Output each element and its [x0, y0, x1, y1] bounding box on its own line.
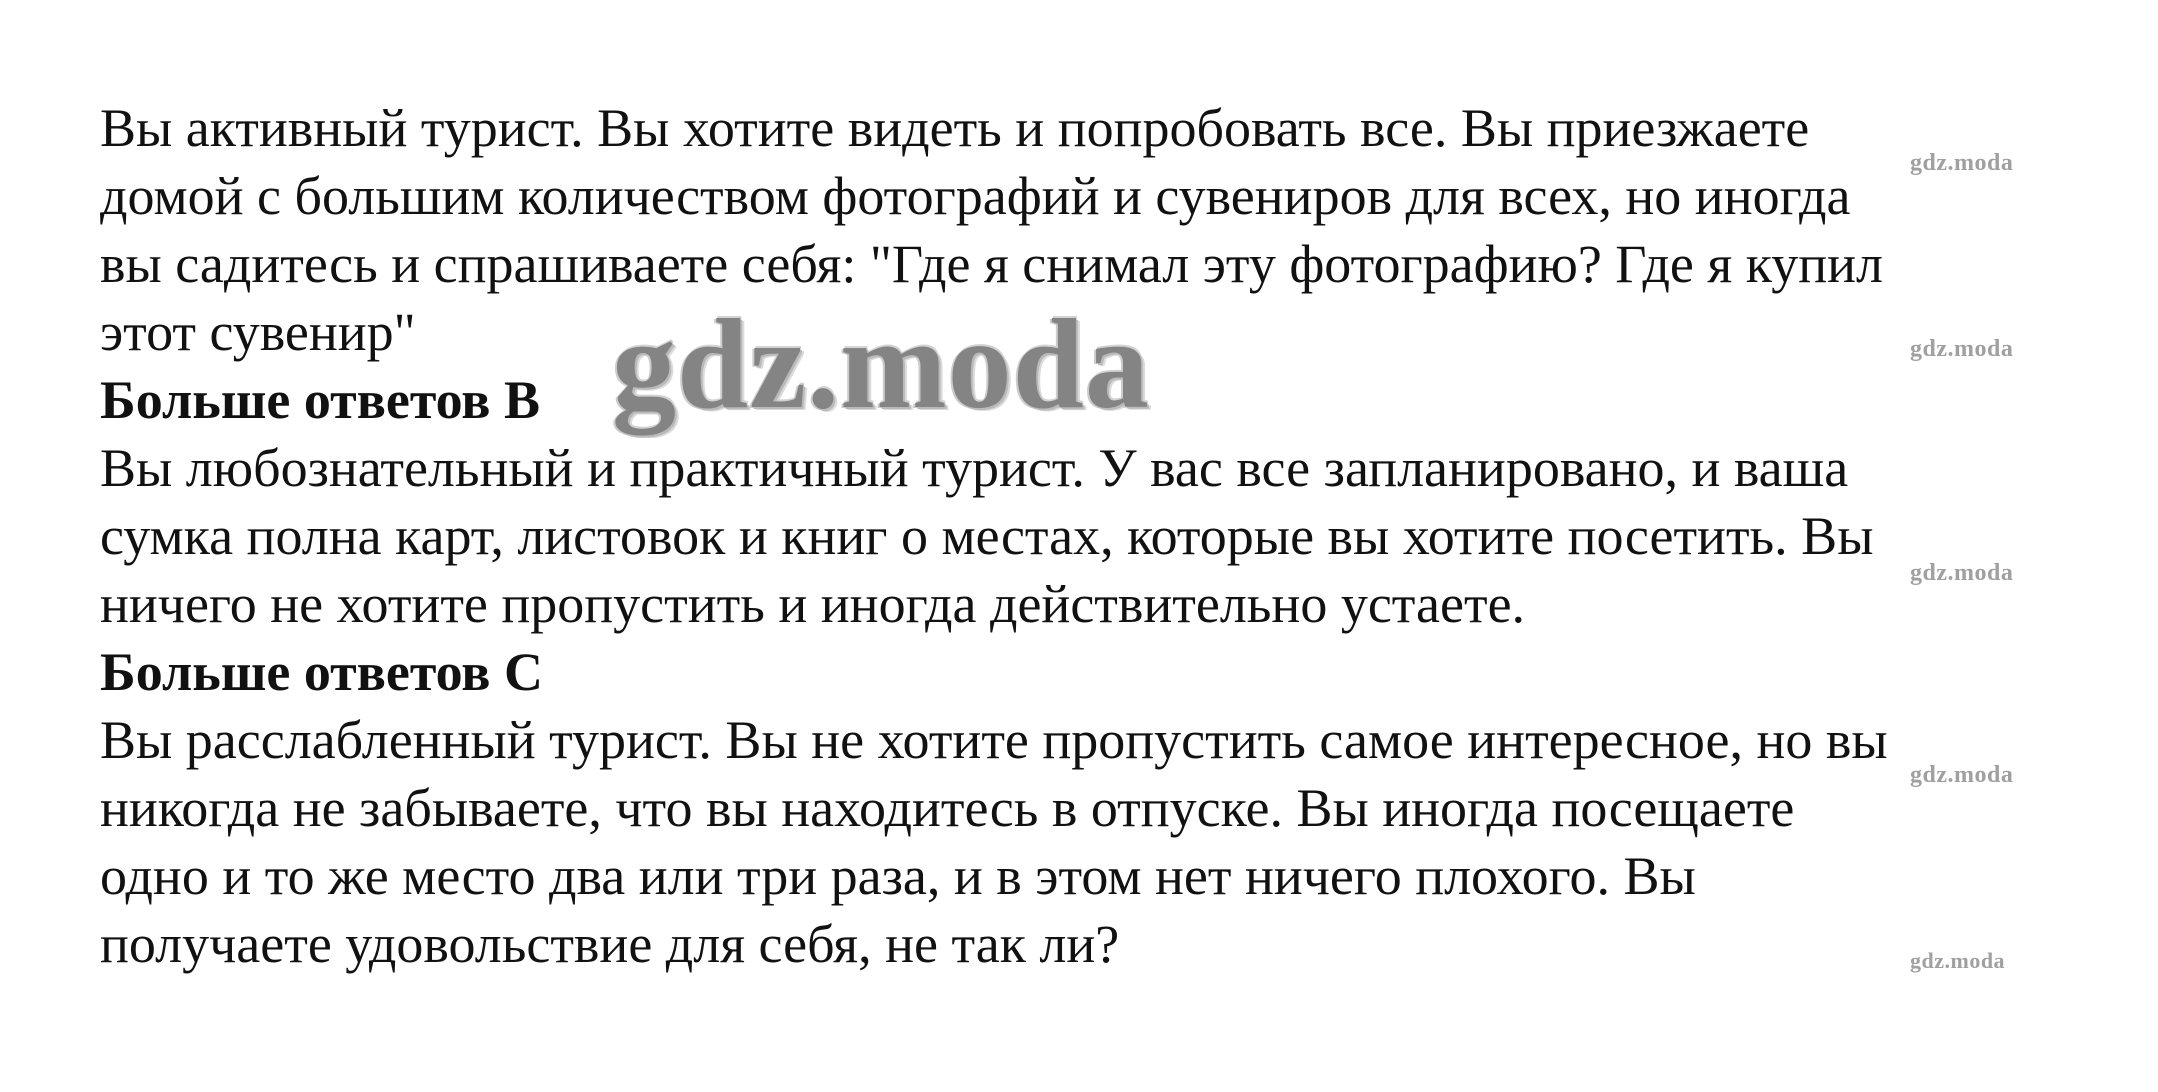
watermark-small-1: gdz.moda — [1910, 150, 2014, 176]
watermark-large: gdz.moda — [612, 293, 1150, 435]
text-line-6: Вы любознательный и практичный турист. У вас все запланировано, и ваша — [100, 438, 1849, 498]
watermark-small-4: gdz.moda — [1910, 762, 2014, 788]
heading-answers-c: Больше ответов C — [100, 642, 543, 702]
text-line-1: Вы активный турист. Вы хотите видеть и попробовать все. Вы приезжаете — [100, 98, 1810, 158]
text-line-7: сумка полна карт, листовок и книг о местах, которые вы хотите посетить. Вы — [100, 506, 1874, 566]
text-line-4: этот сувенир" — [100, 302, 416, 362]
text-line-11: никогда не забываете, что вы находитесь в отпуске. Вы иногда посещаете — [100, 778, 1795, 838]
text-line-10: Вы расслабленный турист. Вы не хотите пропустить самое интересное, но вы — [100, 710, 1888, 770]
text-line-2: домой с большим количеством фотографий и сувениров для всех, но иногда — [100, 166, 1851, 226]
watermark-small-2: gdz.moda — [1910, 336, 2014, 362]
document-text — [100, 94, 2120, 978]
watermark-small-3: gdz.moda — [1910, 560, 2014, 586]
text-line-3: вы садитесь и спрашиваете себя: "Где я снимал эту фотографию? Где я купил — [100, 234, 1883, 294]
text-line-13: получаете удовольствие для себя, не так ли? — [100, 914, 1120, 974]
watermark-small-5: gdz.moda — [1910, 948, 2006, 973]
text-line-8: ничего не хотите пропустить и иногда действительно устаете. — [100, 574, 1526, 634]
text-line-12: одно и то же место два или три раза, и в этом нет ничего плохого. Вы — [100, 846, 1696, 906]
heading-answers-b: Больше ответов B — [100, 370, 540, 430]
